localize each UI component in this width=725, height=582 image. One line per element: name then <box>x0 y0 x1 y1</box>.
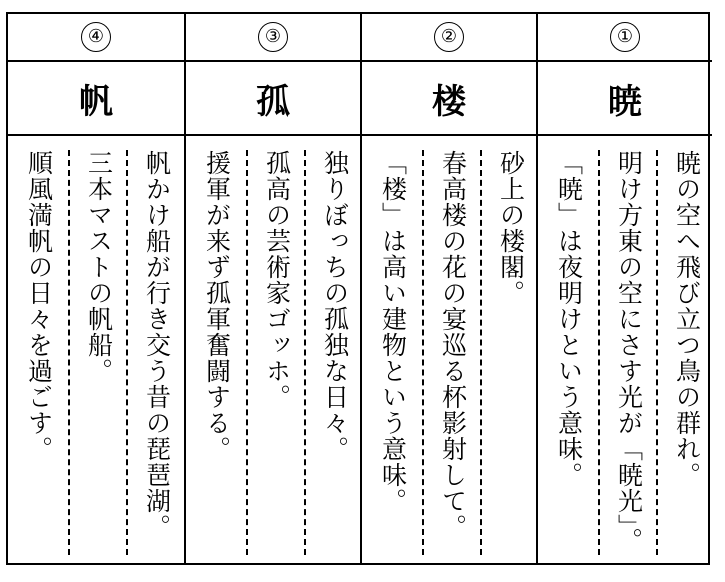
example-line: 明け方東の空にさす光が「暁光」。 <box>598 150 658 555</box>
column-number: ① <box>538 14 712 62</box>
example-line: 「楼」は高い建物という意味。 <box>378 150 408 514</box>
example-line: 暁の空へ飛び立つ鳥の群れ。 <box>656 150 716 555</box>
example-line: 独りぼっちの孤独な日々。 <box>304 150 364 555</box>
column-number: ② <box>362 14 536 62</box>
column-kanji: 楼 <box>362 62 536 136</box>
column-kanji: 帆 <box>8 62 184 136</box>
example-line: 砂上の楼閣。 <box>480 150 540 555</box>
column-kanji: 孤 <box>186 62 360 136</box>
column-1 <box>536 14 712 563</box>
example-line: 三本マストの帆船。 <box>68 150 128 555</box>
column-4 <box>8 14 184 563</box>
example-line: 春高楼の花の宴巡る杯影射して。 <box>422 150 482 555</box>
example-sentences <box>362 136 536 563</box>
example-line: 援軍が来ず孤軍奮闘する。 <box>202 150 232 462</box>
example-line: 順風満帆の日々を過ごす。 <box>24 150 54 462</box>
column-kanji: 暁 <box>538 62 712 136</box>
example-line: 帆かけ船が行き交う昔の琵琶湖。 <box>126 150 186 555</box>
example-sentences <box>186 136 360 563</box>
kanji-worksheet <box>6 12 710 565</box>
example-line: 孤高の芸術家ゴッホ。 <box>246 150 306 555</box>
column-number: ④ <box>8 14 184 62</box>
column-3 <box>184 14 360 563</box>
column-number: ③ <box>186 14 360 62</box>
example-line: 「暁」は夜明けという意味。 <box>554 150 584 488</box>
example-sentences <box>538 136 712 563</box>
example-sentences <box>8 136 184 563</box>
column-2 <box>360 14 536 563</box>
